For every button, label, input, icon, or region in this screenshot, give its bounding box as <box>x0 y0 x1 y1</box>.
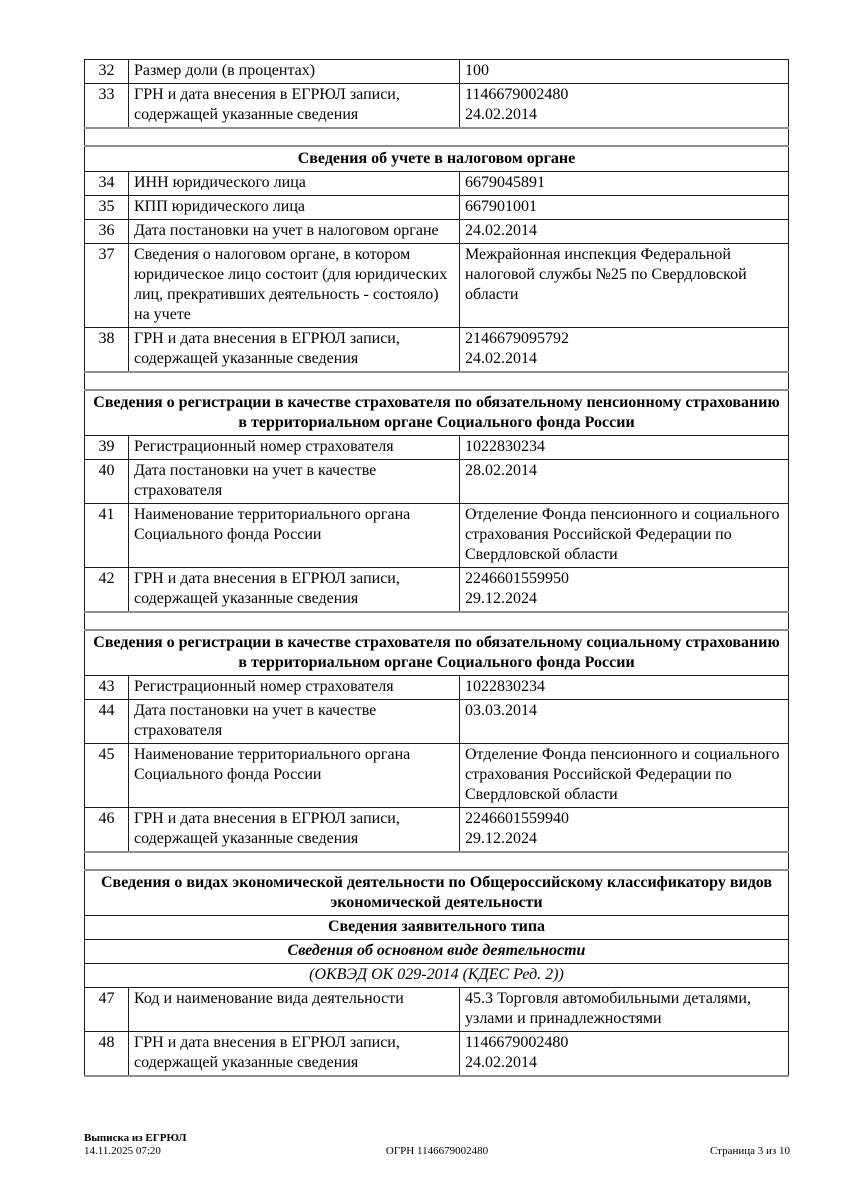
row-value-cell <box>460 220 789 244</box>
value-line: 2146679095792 <box>465 330 569 347</box>
value-line: 1022830234 <box>465 438 545 455</box>
table-row <box>85 744 789 808</box>
value-line: 1022830234 <box>465 678 545 695</box>
section-spacer <box>85 372 789 390</box>
value-line: 29.12.2024 <box>465 590 537 607</box>
value-line: 100 <box>465 62 489 79</box>
row-value-cell <box>460 1032 789 1077</box>
row-label-cell: ГРН и дата внесения в ЕГРЮЛ записи, содержащей указанные сведения <box>129 84 460 129</box>
row-value-cell <box>460 196 789 220</box>
row-value-cell <box>460 460 789 504</box>
subheader-row <box>85 940 789 964</box>
row-number-cell: 42 <box>85 568 129 613</box>
section-spacer <box>85 612 789 630</box>
row-label-cell: Дата постановки на учет в налоговом органе <box>129 220 460 244</box>
value-line: 28.02.2014 <box>465 462 537 479</box>
row-number-cell: 41 <box>85 504 129 568</box>
row-label-cell: Наименование территориального органа Социального фонда России <box>129 504 460 568</box>
table-row <box>85 328 789 373</box>
subheader-row <box>85 964 789 988</box>
row-label-cell: ГРН и дата внесения в ЕГРЮЛ записи, содержащей указанные сведения <box>129 328 460 373</box>
row-label-cell: Код и наименование вида деятельности <box>129 988 460 1032</box>
footer-datetime: 14.11.2025 07:20 <box>84 1145 161 1157</box>
row-value-cell <box>460 700 789 744</box>
row-value-cell <box>460 988 789 1032</box>
table-row <box>85 504 789 568</box>
section-header-row <box>85 870 789 916</box>
table-row <box>85 988 789 1032</box>
row-number-cell: 45 <box>85 744 129 808</box>
table-row <box>85 700 789 744</box>
section-header-social: Сведения о регистрации в качестве страхователя по обязательному социальному страхованию в территориальном органе Социального фонда России <box>85 630 789 676</box>
row-label-cell: ИНН юридического лица <box>129 172 460 196</box>
value-line: 03.03.2014 <box>465 702 537 719</box>
row-value-cell <box>460 808 789 853</box>
table-row <box>85 568 789 613</box>
footer-ogrn: ОГРН 1146679002480 <box>385 1145 489 1157</box>
row-label-cell: Дата постановки на учет в качестве страхователя <box>129 460 460 504</box>
spacer-cell <box>85 128 789 146</box>
row-number-cell: 46 <box>85 808 129 853</box>
row-number-cell: 39 <box>85 436 129 460</box>
row-label-cell: Размер доли (в процентах) <box>129 60 460 84</box>
section-header-row <box>85 146 789 172</box>
row-value-cell <box>460 244 789 328</box>
section-header-pension: Сведения о регистрации в качестве страхователя по обязательному пенсионному страхованию в территориальном органе Социального фонда России <box>85 390 789 436</box>
value-line: 6679045891 <box>465 174 545 191</box>
row-value-cell <box>460 568 789 613</box>
table-row <box>85 676 789 700</box>
row-number-cell: 34 <box>85 172 129 196</box>
row-number-cell: 44 <box>85 700 129 744</box>
section-spacer <box>85 852 789 870</box>
table-row <box>85 60 789 84</box>
row-value-cell <box>460 60 789 84</box>
value-line: Межрайонная инспекция Федеральной налоговой службы №25 по Свердловской области <box>465 246 747 303</box>
subheader-row <box>85 916 789 940</box>
table-row <box>85 436 789 460</box>
row-label-cell: Наименование территориального органа Социального фонда России <box>129 744 460 808</box>
row-value-cell <box>460 744 789 808</box>
row-number-cell: 33 <box>85 84 129 129</box>
table-row <box>85 196 789 220</box>
row-label-cell: Сведения о налоговом органе, в котором юридическое лицо состоит (для юридических лиц, прекративших деятельность - состояло) на учете <box>129 244 460 328</box>
spacer-cell <box>85 612 789 630</box>
subheader-okved-code: (ОКВЭД ОК 029-2014 (КДЕС Ред. 2)) <box>85 964 789 988</box>
row-value-cell <box>460 328 789 373</box>
table-row <box>85 460 789 504</box>
table-row <box>85 84 789 129</box>
row-value-cell <box>460 84 789 129</box>
row-label-cell: ГРН и дата внесения в ЕГРЮЛ записи, содержащей указанные сведения <box>129 568 460 613</box>
egrul-table <box>84 59 789 1077</box>
row-value-cell <box>460 676 789 700</box>
footer-page-number: Страница 3 из 10 <box>709 1145 790 1157</box>
value-line: 1146679002480 <box>465 86 569 103</box>
row-label-cell: Регистрационный номер страхователя <box>129 436 460 460</box>
section-header-tax: Сведения об учете в налоговом органе <box>85 146 789 172</box>
spacer-cell <box>85 372 789 390</box>
section-header-okved: Сведения о видах экономической деятельности по Общероссийскому классификатору видов экономической деятельности <box>85 870 789 916</box>
spacer-cell <box>85 852 789 870</box>
value-line: Отделение Фонда пенсионного и социального страхования Российской Федерации по Свердловской области <box>465 506 780 563</box>
value-line: 1146679002480 <box>465 1034 569 1051</box>
row-number-cell: 40 <box>85 460 129 504</box>
footer-doc-type: Выписка из ЕГРЮЛ <box>84 1132 187 1144</box>
subheader-declarative-type: Сведения заявительного типа <box>85 916 789 940</box>
table-row <box>85 808 789 853</box>
value-line: 24.02.2014 <box>465 350 537 367</box>
row-label-cell: Дата постановки на учет в качестве страхователя <box>129 700 460 744</box>
value-line: 29.12.2024 <box>465 830 537 847</box>
row-label-cell: Регистрационный номер страхователя <box>129 676 460 700</box>
section-spacer <box>85 128 789 146</box>
row-label-cell: ГРН и дата внесения в ЕГРЮЛ записи, содержащей указанные сведения <box>129 1032 460 1077</box>
value-line: Отделение Фонда пенсионного и социального страхования Российской Федерации по Свердловской области <box>465 746 780 803</box>
row-label-cell: КПП юридического лица <box>129 196 460 220</box>
table-row <box>85 244 789 328</box>
value-line: 24.02.2014 <box>465 106 537 123</box>
row-number-cell: 48 <box>85 1032 129 1077</box>
value-line: 45.3 Торговля автомобильными деталями, узлами и принадлежностями <box>465 990 751 1027</box>
row-value-cell <box>460 436 789 460</box>
value-line: 24.02.2014 <box>465 1054 537 1071</box>
row-number-cell: 32 <box>85 60 129 84</box>
section-header-row <box>85 390 789 436</box>
subheader-main-activity: Сведения об основном виде деятельности <box>85 940 789 964</box>
section-header-row <box>85 630 789 676</box>
table-row <box>85 172 789 196</box>
row-value-cell <box>460 172 789 196</box>
row-number-cell: 37 <box>85 244 129 328</box>
value-line: 2246601559950 <box>465 570 569 587</box>
value-line: 667901001 <box>465 198 537 215</box>
page-footer <box>84 1132 790 1158</box>
row-number-cell: 47 <box>85 988 129 1032</box>
row-number-cell: 35 <box>85 196 129 220</box>
row-number-cell: 36 <box>85 220 129 244</box>
table-row <box>85 220 789 244</box>
row-label-cell: ГРН и дата внесения в ЕГРЮЛ записи, содержащей указанные сведения <box>129 808 460 853</box>
row-number-cell: 38 <box>85 328 129 373</box>
row-number-cell: 43 <box>85 676 129 700</box>
row-value-cell <box>460 504 789 568</box>
value-line: 24.02.2014 <box>465 222 537 239</box>
table-row <box>85 1032 789 1077</box>
value-line: 2246601559940 <box>465 810 569 827</box>
